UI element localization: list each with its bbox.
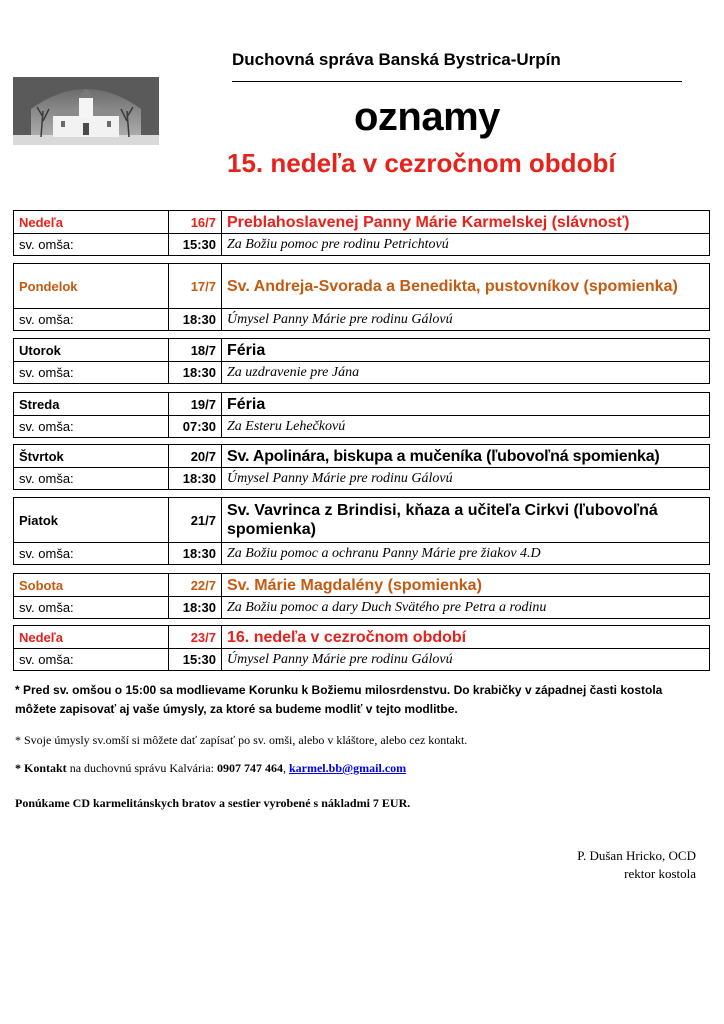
contact-separator: , [282,761,289,775]
mass-label: sv. omša: [14,649,169,670]
day-name: Štvrtok [14,445,169,467]
feast-name: Féria [227,341,266,359]
mass-time: 18:30 [169,362,222,383]
contact-label: * Kontakt [15,761,67,775]
day-name: Streda [14,393,169,415]
mass-time: 07:30 [169,416,222,437]
day-name: Nedeľa [14,211,169,233]
feast-name: Sv. Apolinára, biskupa a mučeníka (ľubovoľná spomienka) [227,447,660,465]
parish-title: Duchovná správa Banská Bystrica-Urpín [232,50,561,69]
signature-role: rektor kostola [624,866,696,881]
feast-name: Sv. Márie Magdalény (spomienka) [227,576,482,594]
mass-time: 18:30 [169,597,222,618]
mass-intention: Za Božiu pomoc pre rodinu Petrichtovú [227,236,449,252]
day-name: Utorok [14,339,169,361]
day-block-pondelok [13,263,710,331]
mass-label: sv. omša: [14,468,169,489]
korunka-note: * Pred sv. omšou o 15:00 sa modlievame Korunku k Božiemu milosrdenstvu. Do krabičky v západnej časti kostola môžete zapisovať aj vaše úmysly, za ktoré sa budeme modliť v tejto modlitbe. [15,683,663,716]
day-block-streda [13,392,710,438]
liturgical-sunday-subtitle: 15. nedeľa v cezročnom období [227,148,616,178]
mass-time: 18:30 [169,309,222,330]
day-name: Nedeľa [14,626,169,648]
day-name: Pondelok [14,264,169,308]
mass-intention: Za Božiu pomoc a dary Duch Svätého pre Petra a rodinu [227,599,547,615]
mass-intention: Za Esteru Lehečkovú [227,418,346,434]
contact-text: na duchovnú správu Kalvária: [66,761,217,775]
mass-time: 18:30 [169,468,222,489]
mass-time: 18:30 [169,543,222,564]
feast-name: 16. nedeľa v cezročnom období [227,628,467,646]
contact-email-link[interactable]: karmel.bb@gmail.com [288,761,407,775]
day-block-stvrtok [13,444,710,490]
mass-label: sv. omša: [14,416,169,437]
mass-intention: Úmysel Panny Márie pre rodinu Gálovú [227,311,453,327]
day-date: 19/7 [169,393,222,415]
header-divider [232,81,682,82]
mass-label: sv. omša: [14,543,169,564]
day-date: 20/7 [169,445,222,467]
mass-intention: Za Božiu pomoc a ochranu Panny Márie pre žiakov 4.D [227,545,541,561]
day-date: 16/7 [169,211,222,233]
intentions-note: * Svoje úmysly sv.omší si môžete dať zapísať po sv. omši, alebo v kláštore, alebo cez kontakt. [15,733,468,747]
day-date: 22/7 [169,574,222,596]
day-date: 21/7 [169,498,222,542]
feast-name: Sv. Andreja-Svorada a Benedikta, pustovníkov (spomienka) [227,277,678,295]
mass-intention: Úmysel Panny Márie pre rodinu Gálovú [227,651,453,667]
mass-label: sv. omša: [14,597,169,618]
mass-label: sv. omša: [14,362,169,383]
mass-time: 15:30 [169,234,222,255]
day-date: 17/7 [169,264,222,308]
feast-name: Féria [227,395,266,413]
contact-note [15,759,406,778]
mass-time: 15:30 [169,649,222,670]
feast-name: Sv. Vavrinca z Brindisi, kňaza a učiteľa Cirkvi (ľubovoľná spomienka) [227,502,658,538]
mass-intention: Úmysel Panny Márie pre rodinu Gálovú [227,470,453,486]
mass-label: sv. omša: [14,234,169,255]
day-name: Piatok [14,498,169,542]
page-title: oznamy [354,95,500,139]
day-block-piatok [13,497,710,565]
day-block-nedela-next [13,625,710,671]
day-block-sobota [13,573,710,619]
signature-name: P. Dušan Hricko, OCD [577,848,696,863]
cd-offer-note: Ponúkame CD karmelitánskych bratov a sestier vyrobené s nákladmi 7 EUR. [15,796,411,810]
day-block-utorok [13,338,710,384]
day-block-nedela [13,210,710,256]
church-photo [13,77,159,145]
day-date: 18/7 [169,339,222,361]
mass-intention: Za uzdravenie pre Jána [227,364,360,380]
feast-name: Preblahoslavenej Panny Márie Karmelskej (slávnosť) [227,213,630,231]
day-name: Sobota [14,574,169,596]
contact-phone: 0907 747 464 [216,761,283,775]
day-date: 23/7 [169,626,222,648]
mass-label: sv. omša: [14,309,169,330]
